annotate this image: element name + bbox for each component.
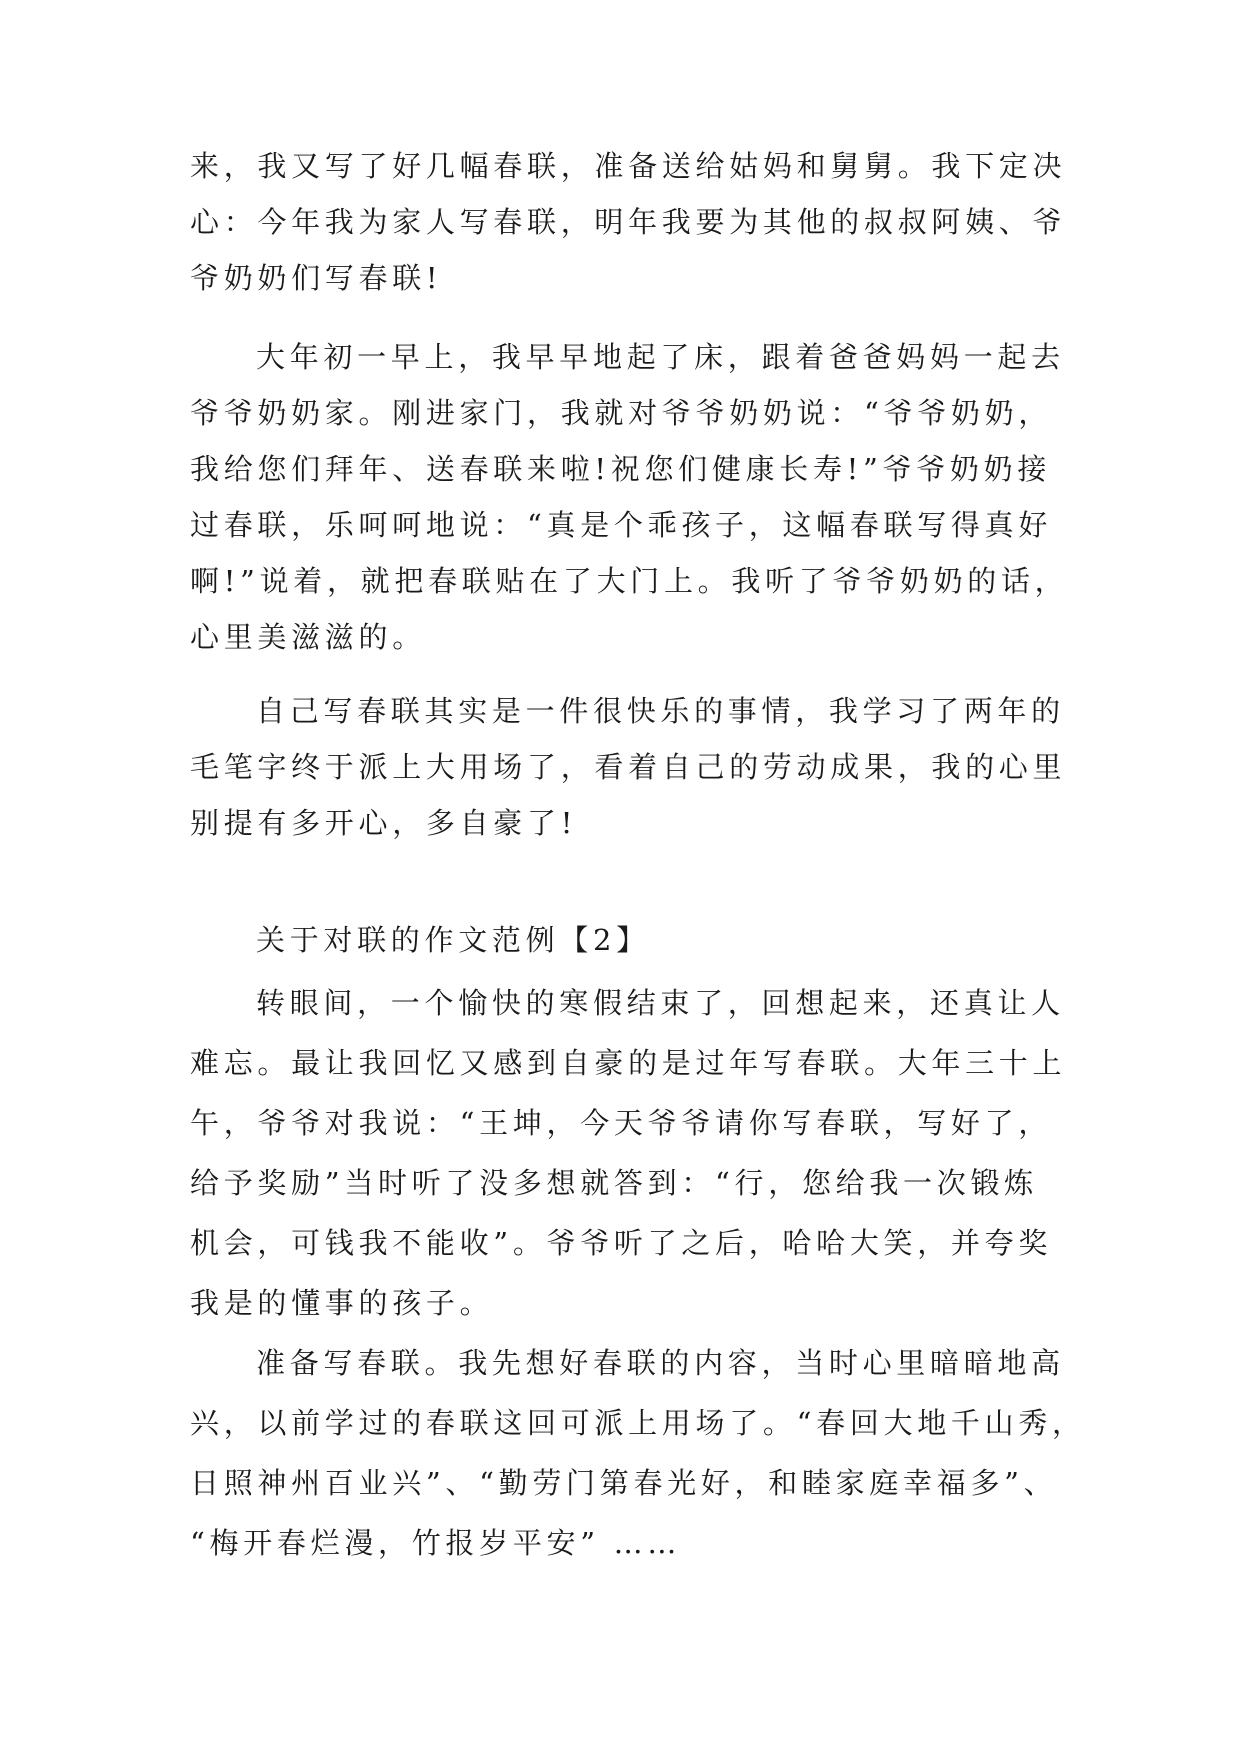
text-line: 午，爷爷对我说：“王坤，今天爷爷请你写春联，写好了， [190, 1106, 1053, 1140]
text-line: 爷爷奶奶家。刚进家门，我就对爷爷奶奶说：“爷爷奶奶， [190, 396, 1053, 430]
text-line: 过春联，乐呵呵地说：“真是个乖孩子，这幅春联写得真好 [190, 508, 1053, 542]
text-line: 准备写春联。我先想好春联的内容，当时心里暗暗地高 [256, 1346, 1065, 1380]
text-line: “梅开春烂漫，竹报岁平安” …… [190, 1526, 682, 1560]
section-heading: 关于对联的作文范例【2】 [256, 923, 650, 957]
text-line: 心里美滋滋的。 [190, 620, 426, 654]
text-line: 来，我又写了好几幅春联，准备送给姑妈和舅舅。我下定决 [190, 149, 1067, 183]
text-line: 爷奶奶们写春联! [190, 261, 443, 295]
text-line: 啊!”说着，就把春联贴在了大门上。我听了爷爷奶奶的话， [190, 564, 1069, 598]
text-line: 毛笔字终于派上大用场了，看着自己的劳动成果，我的心里 [190, 750, 1067, 784]
text-line: 转眼间，一个愉快的寒假结束了，回想起来，还真让人 [256, 986, 1065, 1020]
text-line: 心：今年我为家人写春联，明年我要为其他的叔叔阿姨、爷 [190, 205, 1067, 239]
text-line: 我给您们拜年、送春联来啦!祝您们健康长寿!”爷爷奶奶接 [190, 452, 1052, 486]
text-line: 给予奖励”当时听了没多想就答到：“行，您给我一次锻炼 [190, 1166, 1038, 1200]
text-line: 别提有多开心，多自豪了! [190, 806, 578, 840]
text-line: 兴，以前学过的春联这回可派上用场了。“春回大地千山秀， [190, 1406, 1086, 1440]
text-line: 机会，可钱我不能收”。爷爷听了之后，哈哈大笑，并夸奖 [190, 1226, 1053, 1260]
text-line: 日照神州百业兴”、“勤劳门第春光好，和睦家庭幸福多”、 [190, 1466, 1058, 1500]
text-line: 自己写春联其实是一件很快乐的事情，我学习了两年的 [256, 694, 1065, 728]
text-line: 难忘。最让我回忆又感到自豪的是过年写春联。大年三十上 [190, 1046, 1067, 1080]
text-line: 大年初一早上，我早早地起了床，跟着爸爸妈妈一起去 [256, 340, 1065, 374]
text-line: 我是的懂事的孩子。 [190, 1286, 494, 1320]
